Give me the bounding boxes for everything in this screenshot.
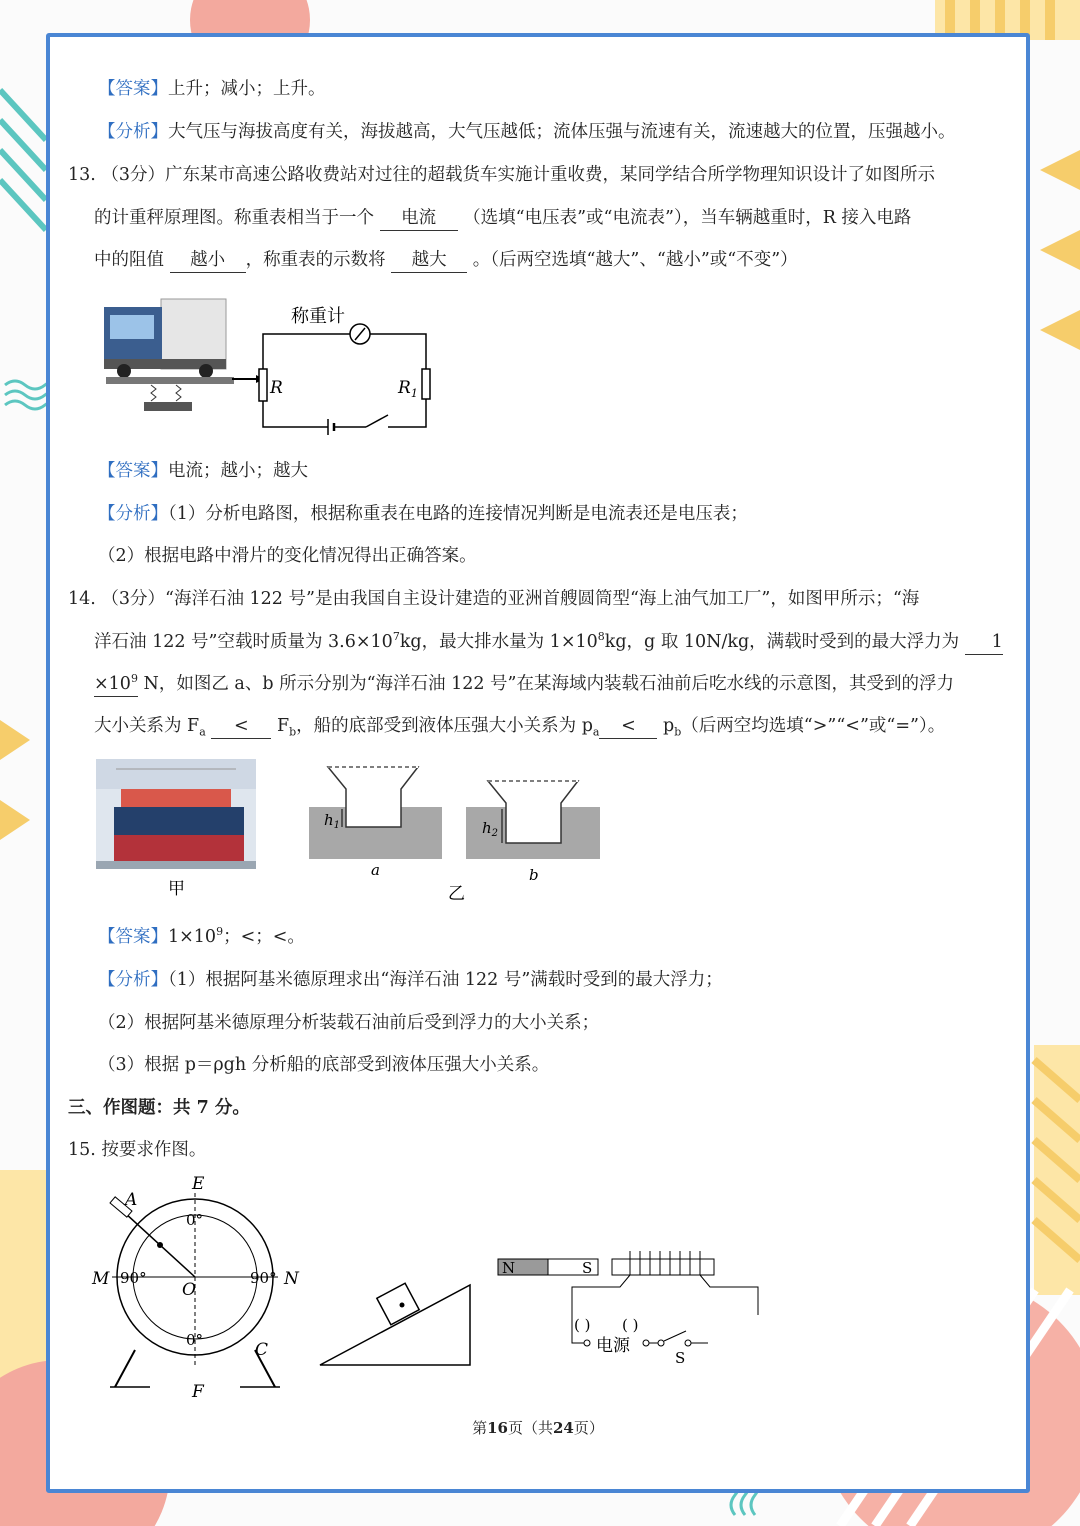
section-3-title: 三、作图题：共 7 分。 <box>68 1098 250 1118</box>
incline-figure <box>320 1283 470 1365</box>
ship-photo <box>96 759 256 869</box>
q14-blank2: < <box>211 714 271 739</box>
q14-line4: 大小关系为 $F_a < F_b$，船的底部受到液体压强大小关系为 $p_a < p_b$（后两空均选填“>”“<”或“=”）。 <box>94 716 946 739</box>
label-F: F <box>192 1382 204 1402</box>
q14-answer: 【答案】$1\times 10^9$；<；<。 <box>98 925 305 947</box>
magnet-S: S <box>582 1259 593 1277</box>
label-a: a <box>371 861 380 879</box>
label-A: A <box>125 1190 138 1210</box>
q14-analysis-1: 【分析】（1）根据阿基米德原理求出“海洋石油 122 号”满载时受到的最大浮力； <box>98 970 723 990</box>
switch-symbol <box>366 415 388 427</box>
q13-answer: 【答案】电流；越小；越大 <box>98 461 308 481</box>
h2-label: $h_2$ <box>482 819 499 839</box>
q13-analysis-2: （2）根据电路中滑片的变化情况得出正确答案。 <box>98 546 477 566</box>
q13-line3: 中的阻值 越小 ，称重表的示数将 越大 。（后两空选填“越大”、“越小”或“不变”） <box>94 248 798 273</box>
deg-top: 0° <box>186 1211 204 1229</box>
q12-answer: 【答案】上升；减小；上升。 <box>98 79 326 99</box>
document-page <box>46 33 1030 1493</box>
label-M: M <box>92 1269 110 1289</box>
q13-blank3: 越大 <box>391 248 467 273</box>
power-source-label: 电源 <box>596 1336 630 1356</box>
magnet-N: N <box>502 1259 516 1277</box>
meter-label: 称重计 <box>291 306 345 327</box>
label-yi: 乙 <box>448 884 465 904</box>
q14-blank3: < <box>599 714 657 739</box>
q15-text: 15. 按要求作图。 <box>68 1140 207 1160</box>
label-C: C <box>255 1340 269 1360</box>
label-O: O <box>182 1280 196 1300</box>
resistor-r1 <box>422 369 430 399</box>
q15-figures <box>90 1175 770 1405</box>
deg-left: 90° <box>120 1269 147 1287</box>
truck-image <box>104 299 234 411</box>
r-label: R <box>270 378 283 398</box>
q14-line3: $\times 10^9$ N，如图乙 a、b 所示分别为“海洋石油 122 号”在某海域内装载石油前后吃水线的示意图，其受到的浮力 <box>94 672 954 697</box>
label-jia: 甲 <box>168 879 185 899</box>
protractor-figure <box>91 1175 300 1402</box>
h1-label: $h_1$ <box>324 811 341 831</box>
q13-blank1: 电流 <box>380 206 458 231</box>
q13-line2: 的计重秤原理图。称重表相当于一个 电流 （选填“电压表”或“电流表”），当车辆越重时，R 接入电路 <box>94 206 911 231</box>
q14-figures <box>96 759 616 909</box>
q14-line2: 洋石油 122 号”空载时质量为 $3.6\times 10^7kg$，最大排水量为 $1\times 10^8kg$，g 取 10N/kg，满载时受到的最大浮力为 1 <box>94 630 1003 655</box>
deg-bottom: 0° <box>186 1331 204 1349</box>
q13-analysis-1: 【分析】（1）分析电路图，根据称重表在电路的连接情况判断是电流表还是电压表； <box>98 504 748 524</box>
label-b: b <box>529 866 539 884</box>
q14-blank1-part1: 1 <box>965 630 1003 655</box>
paren-1: ( ) <box>574 1316 591 1334</box>
q14-line1: 14. （3分）“海洋石油 122 号”是由我国自主设计建造的亚洲首艘圆筒型“海上油气加工厂”，如图甲所示；“海 <box>68 589 920 609</box>
q14-analysis-3: （3）根据 p＝ρgh 分析船的底部受到液体压强大小关系。 <box>98 1055 550 1075</box>
switch-S-label: S <box>675 1349 686 1367</box>
weighing-circuit-figure <box>96 289 436 439</box>
q12-analysis: 【分析】大气压与海拔高度有关，海拔越高，大气压越低；流体压强与流速有关，流速越大的位置，压强越小。 <box>98 122 956 142</box>
paren-2: ( ) <box>622 1316 639 1334</box>
q14-analysis-2: （2）根据阿基米德原理分析装载石油前后受到浮力的大小关系； <box>98 1013 600 1033</box>
page-footer: 第16页（共24页） <box>472 1419 604 1437</box>
q13-line1: 13. （3分）广东某市高速公路收费站对过往的超载货车实施计重收费，某同学结合所学物理知识设计了如图所示 <box>68 165 936 185</box>
label-N: N <box>284 1269 299 1289</box>
q14-blank1-part2: $\times 10^9$ <box>94 672 138 697</box>
label-E: E <box>192 1175 205 1194</box>
rheostat-r <box>259 369 267 401</box>
q13-blank2: 越小 <box>170 248 246 273</box>
deg-right: 90° <box>250 1269 277 1287</box>
r1-label: $R_1$ <box>398 378 418 400</box>
solenoid-figure <box>498 1251 758 1367</box>
